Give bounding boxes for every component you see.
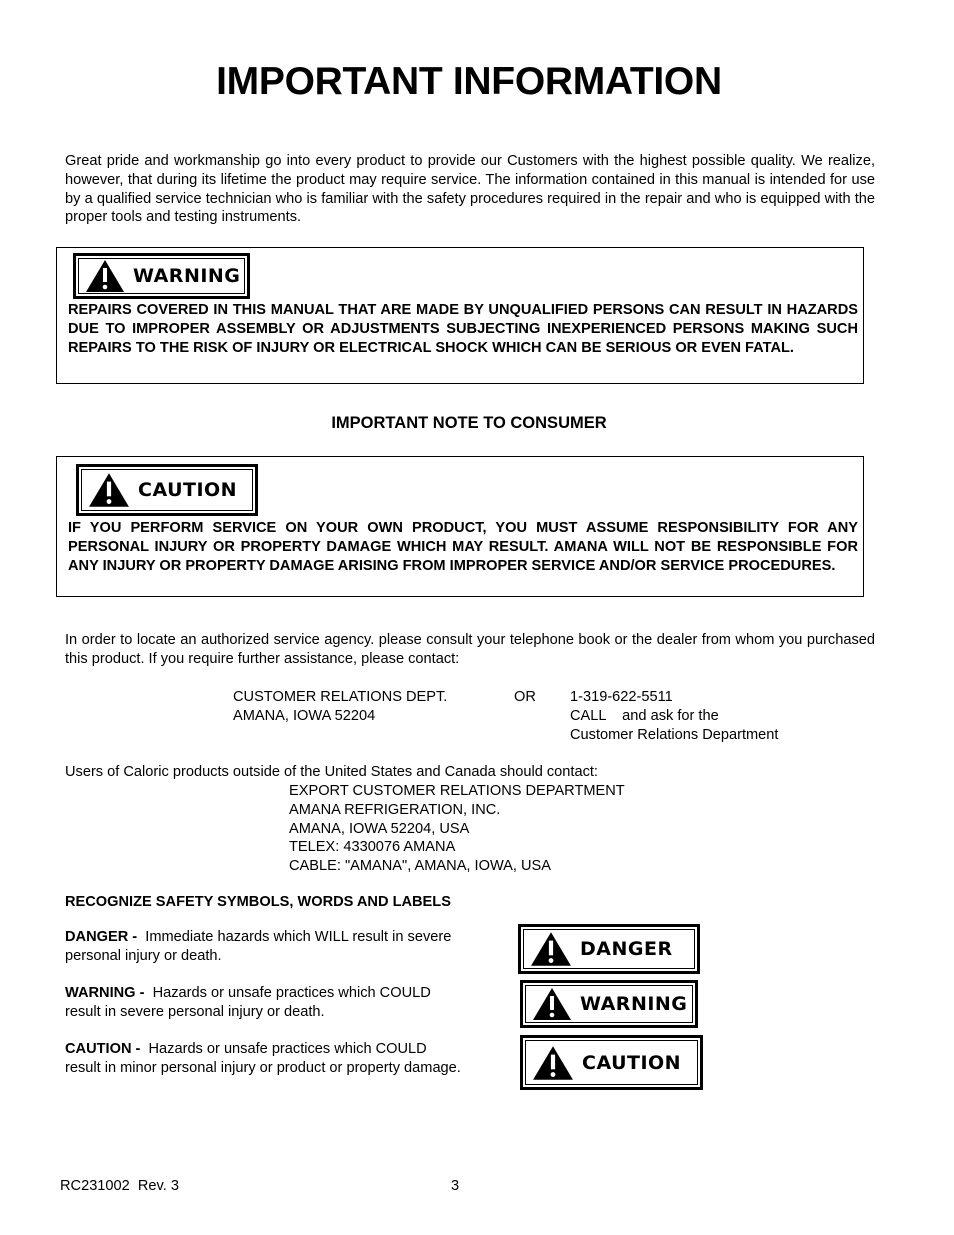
danger-symbol-label — [518, 924, 700, 974]
warning-triangle-icon — [85, 259, 125, 293]
danger-term: DANGER - — [65, 929, 138, 945]
footer-page-number: 3 — [451, 1178, 460, 1194]
danger-triangle-icon — [530, 931, 572, 967]
export-line-2: AMANA REFRIGERATION, INC. — [289, 801, 501, 818]
warning-box-text: REPAIRS COVERED IN THIS MANUAL THAT ARE MADE BY UNQUALIFIED PERSONS CAN RESULT IN HAZARDS DUE TO IMPROPER ASSEMBLY OR ADJUSTMENTS SUBJECTING INEXPERIENCED PERSONS MAKING SUCH REPAIRS TO THE RISK OF INJURY OR ELECTRICAL SHOCK WHICH CAN BE SERIOUS OR EVEN FATAL. — [68, 302, 858, 356]
warning-symbol-text: WARNING — [580, 993, 688, 1015]
warning-definition — [65, 984, 465, 1022]
caution-term: CAUTION - — [65, 1041, 141, 1057]
caution-box-text: IF YOU PERFORM SERVICE ON YOUR OWN PRODUCT, YOU MUST ASSUME RESPONSIBILITY FOR ANY PERSONAL INJURY OR PROPERTY DAMAGE WHICH MAY RESULT. AMANA WILL NOT BE RESPONSIBLE FOR ANY INJURY OR PROPERTY DAMAGE ARISING FROM IMPROPER SERVICE AND/OR SERVICE PROCEDURES. — [68, 520, 858, 574]
warning-desc: Hazards or unsafe practices which COULD result in severe personal injury or death. — [65, 985, 431, 1020]
caution-symbol-text: CAUTION — [582, 1051, 682, 1074]
contact-or: OR — [514, 689, 536, 705]
danger-definition — [65, 928, 465, 966]
warning-term: WARNING - — [65, 985, 145, 1001]
caution-definition — [65, 1040, 465, 1078]
caution-symbol-label — [520, 1035, 703, 1090]
export-line-3: AMANA, IOWA 52204, USA — [289, 820, 470, 837]
export-line-1: EXPORT CUSTOMER RELATIONS DEPARTMENT — [289, 783, 625, 799]
warning-symbol-label — [520, 980, 698, 1028]
caution-label — [76, 464, 258, 516]
caution-symbol-triangle-icon — [532, 1045, 574, 1081]
caution-label-text: CAUTION — [138, 479, 238, 501]
contact-dept: CUSTOMER RELATIONS DEPT. — [233, 689, 448, 705]
warning-symbol-triangle-icon — [532, 987, 572, 1021]
footer-doc-id: RC231002 Rev. 3 — [60, 1178, 179, 1194]
export-line-5: CABLE: "AMANA", AMANA, IOWA, USA — [289, 858, 552, 875]
warning-label-text: WARNING — [133, 265, 241, 287]
intro-paragraph: Great pride and workmanship go into every product to provide our Customers with the highest possible quality. We realize, however, that during its lifetime the product may require service. The information contained in this manual is intended for use by a qualified service technician who is familiar with the safety procedures required in the repair and who is equipped with the proper tools and testing instruments. — [65, 153, 875, 226]
caution-box — [56, 456, 864, 597]
locate-paragraph: In order to locate an authorized service agency. please consult your telephone book or the dealer from whom you purchased this product. If you require further assistance, please contact: — [65, 632, 875, 667]
contact-phone: 1-319-622-5511 — [570, 689, 673, 705]
contact-phone-block — [570, 688, 778, 744]
export-contact — [289, 782, 625, 876]
page-title: IMPORTANT INFORMATION — [216, 60, 722, 103]
contact-department: Customer Relations Department — [570, 726, 779, 743]
contact-city: AMANA, IOWA 52204 — [233, 707, 376, 724]
export-line-4: TELEX: 4330076 AMANA — [289, 839, 456, 856]
contact-call: CALL and ask for the — [570, 707, 719, 724]
warning-label — [73, 253, 250, 299]
caution-desc: Hazards or unsafe practices which COULD result in minor personal injury or product or property damage. — [65, 1041, 461, 1076]
symbols-heading: RECOGNIZE SAFETY SYMBOLS, WORDS AND LABELS — [65, 894, 451, 910]
users-outside-text: Users of Caloric products outside of the United States and Canada should contact: — [65, 764, 598, 780]
consumer-heading: IMPORTANT NOTE TO CONSUMER — [331, 414, 607, 432]
contact-address — [233, 688, 447, 726]
danger-desc: Immediate hazards which WILL result in severe personal injury or death. — [65, 929, 452, 964]
warning-box — [56, 247, 864, 384]
danger-symbol-text: DANGER — [580, 938, 673, 960]
caution-triangle-icon — [88, 472, 130, 508]
